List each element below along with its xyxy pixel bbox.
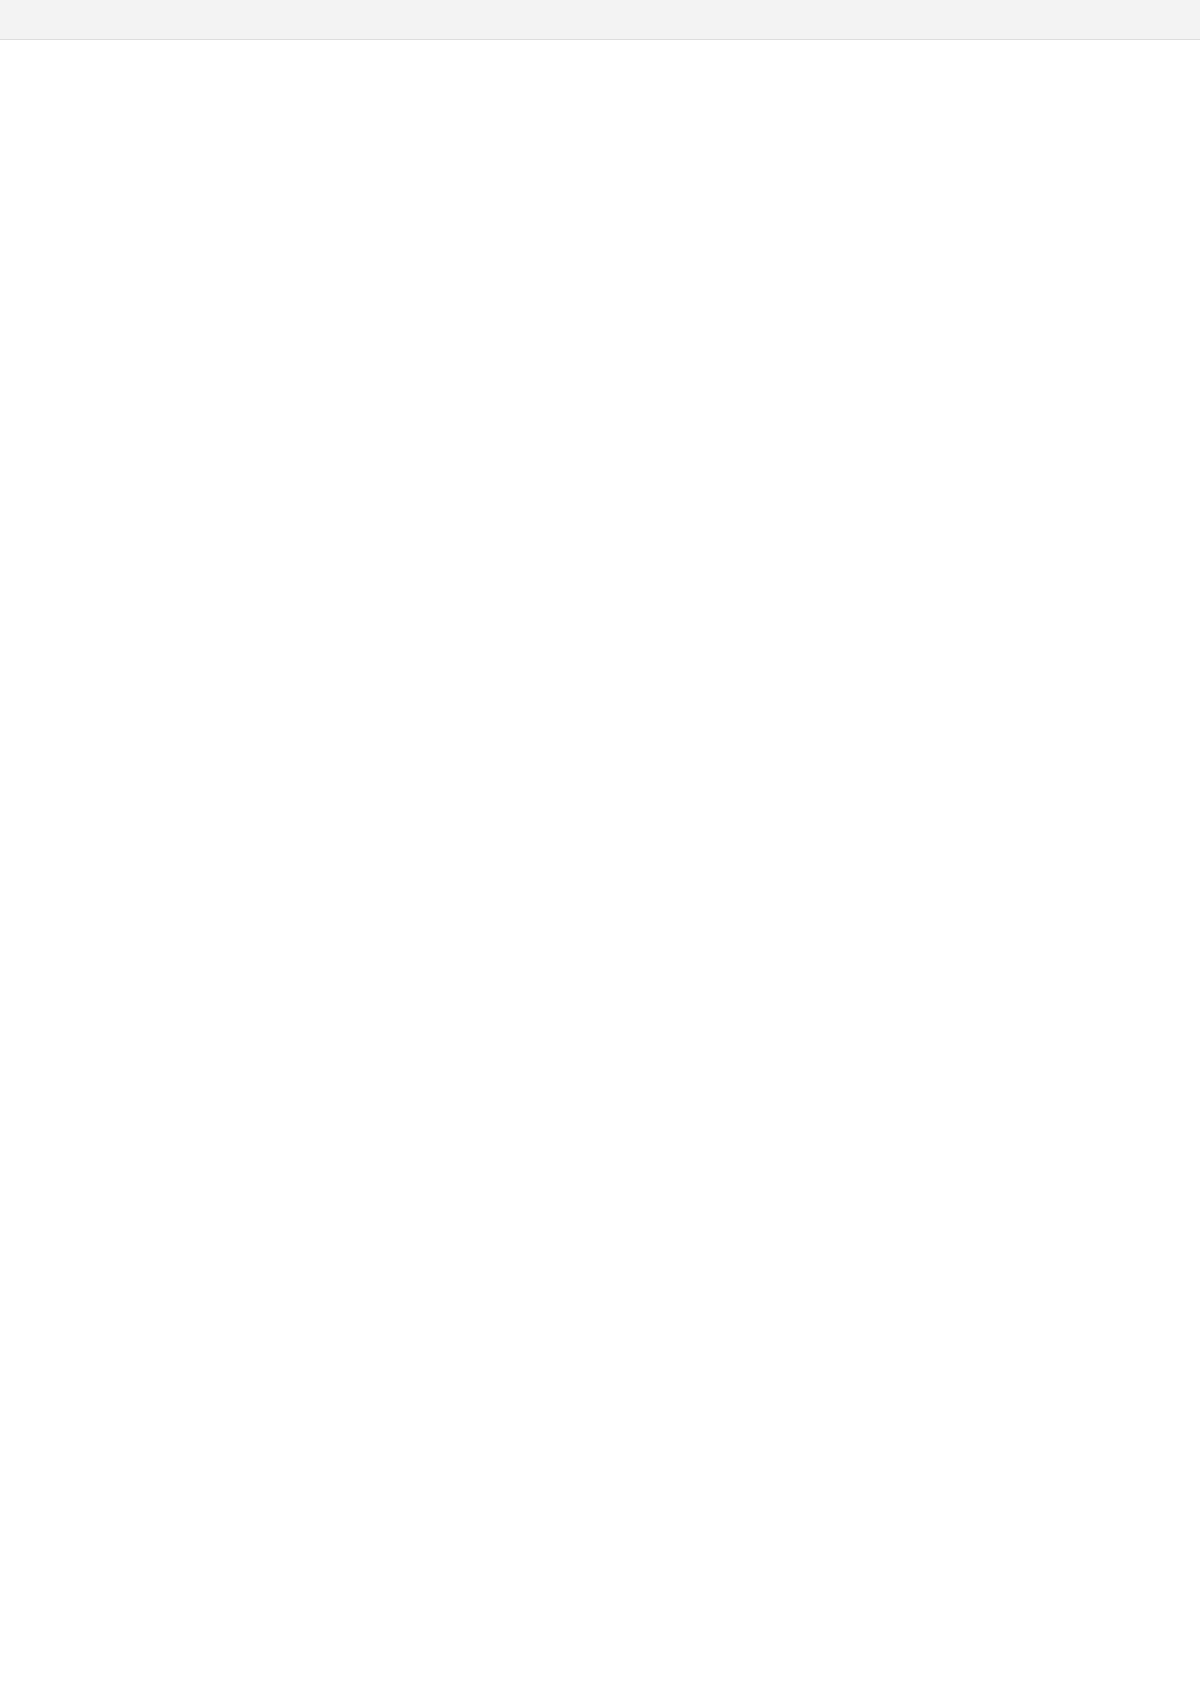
workspace	[0, 40, 1200, 1697]
content-text	[576, 845, 624, 893]
title-bar	[0, 0, 1200, 40]
